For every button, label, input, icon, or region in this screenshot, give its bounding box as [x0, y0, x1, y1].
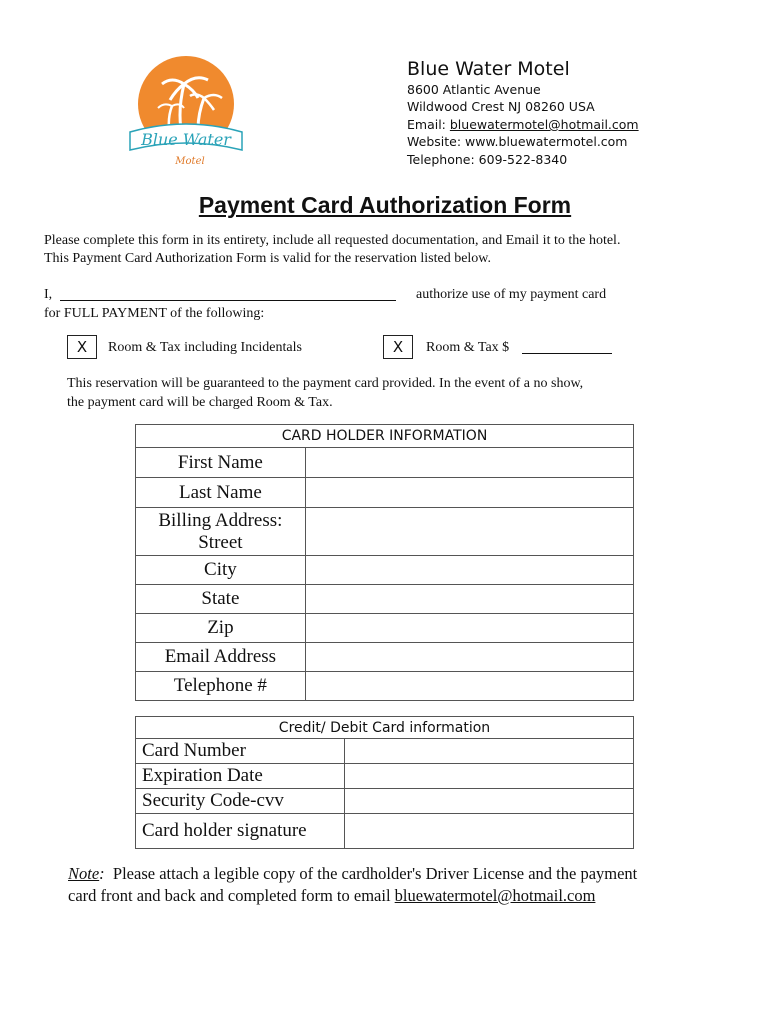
card-number-label: Card Number: [136, 739, 345, 764]
table-row: [136, 739, 634, 764]
card-holder-signature-field[interactable]: [344, 814, 633, 849]
note-text-1: Please attach a legible copy of the cardholder's Driver License and the payment: [104, 864, 638, 883]
note-text-2: card front and back and completed form to email: [68, 886, 395, 905]
state-label: State: [136, 585, 306, 614]
note-colon: :: [99, 864, 105, 883]
expiration-date-label: Expiration Date: [136, 764, 345, 789]
table-row: [136, 614, 634, 643]
last-name-label: Last Name: [136, 478, 306, 508]
card-holder-heading: CARD HOLDER INFORMATION: [136, 425, 634, 448]
table-row: [136, 814, 634, 849]
billing-street-field[interactable]: [305, 508, 633, 556]
billing-address-label-line-1: Billing Address:: [158, 509, 283, 531]
email-label: Email:: [407, 117, 450, 132]
city-label: City: [136, 556, 306, 585]
guarantee-line-2: the payment card will be charged Room & Tax.: [67, 395, 333, 410]
room-tax-incidentals-checkbox[interactable]: X: [67, 335, 97, 359]
zip-label: Zip: [136, 614, 306, 643]
instructions-line-1: Please complete this form in its entirety, include all requested documentation, and Email it to the hotel.: [44, 233, 621, 248]
motel-name: Blue Water Motel: [407, 58, 570, 80]
card-info-table: [135, 716, 634, 849]
table-row: [136, 478, 634, 508]
card-holder-table: [135, 424, 634, 701]
motel-website: Website: www.bluewatermotel.com: [407, 134, 628, 149]
authorization-suffix: authorize use of my payment card: [416, 287, 607, 302]
telephone-field[interactable]: [305, 672, 633, 701]
note-label: Note: [68, 864, 100, 883]
room-tax-label: Room & Tax $: [426, 340, 510, 355]
motel-email-line: [407, 117, 639, 132]
table-row: [136, 764, 634, 789]
table-row: [136, 508, 634, 556]
card-number-field[interactable]: [344, 739, 633, 764]
first-name-field[interactable]: [305, 448, 633, 478]
note-email-link[interactable]: bluewatermotel@hotmail.com: [394, 886, 596, 905]
security-code-field[interactable]: [344, 789, 633, 814]
svg-text:Blue Water: Blue Water: [141, 130, 231, 149]
room-tax-amount-blank[interactable]: [522, 353, 612, 354]
motel-email-link[interactable]: bluewatermotel@hotmail.com: [449, 117, 639, 132]
table-row: [136, 789, 634, 814]
billing-address-label: [136, 508, 306, 556]
security-code-label: Security Code-cvv: [136, 789, 345, 814]
cardholder-name-blank[interactable]: [60, 300, 396, 301]
first-name-label: First Name: [136, 448, 306, 478]
form-title: Payment Card Authorization Form: [198, 192, 572, 218]
table-row: [136, 556, 634, 585]
note-line-2: [68, 886, 595, 906]
table-row: [136, 585, 634, 614]
card-info-heading: Credit/ Debit Card information: [136, 717, 634, 739]
room-tax-checkbox[interactable]: X: [383, 335, 413, 359]
last-name-field[interactable]: [305, 478, 633, 508]
motel-phone: Telephone: 609-522-8340: [407, 152, 568, 167]
zip-field[interactable]: [305, 614, 633, 643]
guarantee-line-1: This reservation will be guaranteed to the payment card provided. In the event of a no show,: [67, 376, 584, 391]
motel-address: 8600 Atlantic Avenue: [407, 82, 541, 97]
expiration-date-field[interactable]: [344, 764, 633, 789]
billing-address-label-line-2: Street: [198, 531, 243, 553]
card-holder-signature-label: Card holder signature: [136, 814, 345, 849]
telephone-label: Telephone #: [136, 672, 306, 701]
motel-logo: [126, 54, 246, 172]
svg-text:Motel: Motel: [175, 156, 205, 167]
table-row: [136, 643, 634, 672]
note-line-1: [68, 864, 637, 884]
full-payment-text: for FULL PAYMENT of the following:: [44, 306, 265, 321]
table-row: [136, 448, 634, 478]
palm-sun-logo-icon: [126, 54, 246, 172]
instructions-line-2: This Payment Card Authorization Form is valid for the reservation listed below.: [44, 251, 492, 266]
motel-city: Wildwood Crest NJ 08260 USA: [407, 99, 595, 114]
city-field[interactable]: [305, 556, 633, 585]
email-address-field[interactable]: [305, 643, 633, 672]
email-address-label: Email Address: [136, 643, 306, 672]
authorization-prefix: I,: [44, 287, 53, 302]
room-tax-incidentals-label: Room & Tax including Incidentals: [108, 340, 302, 355]
table-row: [136, 672, 634, 701]
state-field[interactable]: [305, 585, 633, 614]
